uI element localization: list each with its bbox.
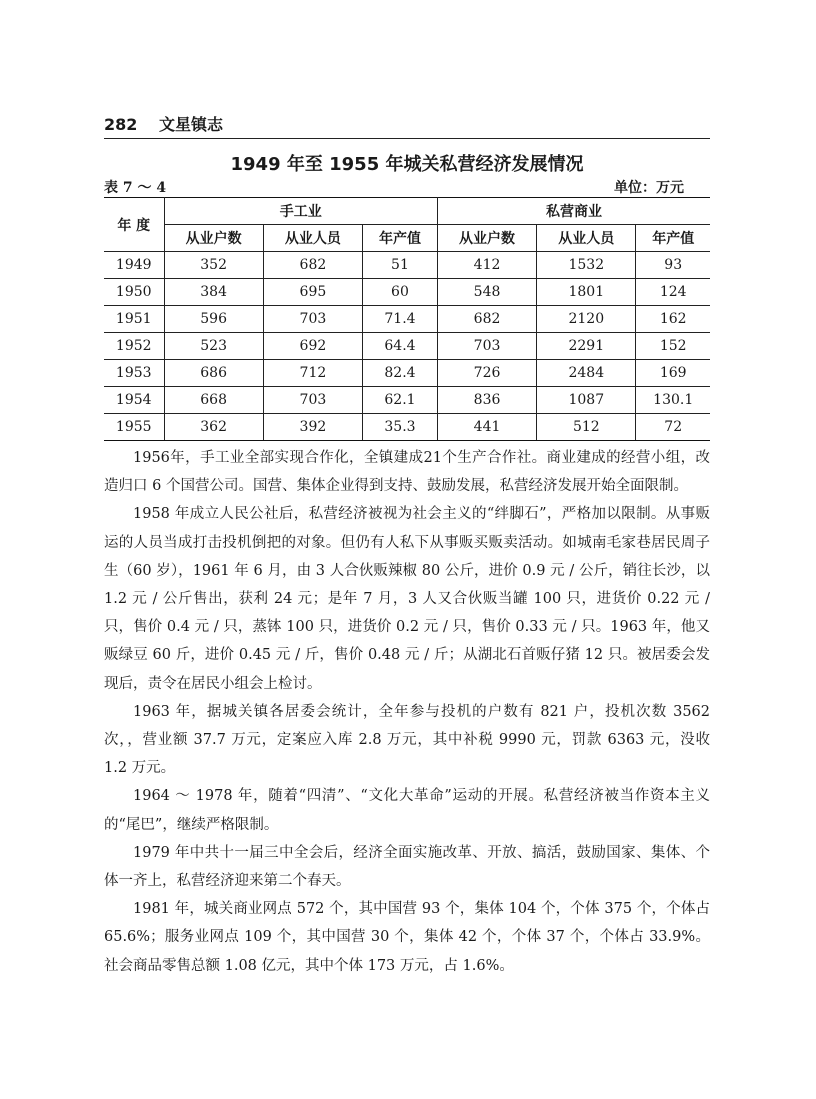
table-row (104, 360, 710, 387)
column-header: 年产值 (363, 225, 438, 252)
table-cell: 130.1 (636, 387, 710, 414)
table-cell: 93 (636, 252, 710, 279)
table-cell: 686 (164, 360, 263, 387)
table-cell: 35.3 (363, 414, 438, 441)
table-cell: 384 (164, 279, 263, 306)
paragraph: 1979 年中共十一届三中全会后，经济全面实施改革、开放、搞活，鼓励国家、集体、个体一齐上，私营经济迎来第二个春天。 (104, 844, 710, 890)
table-cell: 2120 (537, 306, 636, 333)
table-cell: 124 (636, 279, 710, 306)
table-cell: 1954 (104, 387, 164, 414)
table-row (104, 333, 710, 360)
table-cell: 2291 (537, 333, 636, 360)
table-cell: 1951 (104, 306, 164, 333)
data-table (104, 197, 710, 441)
table-cell: 51 (363, 252, 438, 279)
table-cell: 523 (164, 333, 263, 360)
table-cell: 441 (437, 414, 536, 441)
table-cell: 64.4 (363, 333, 438, 360)
table-cell: 548 (437, 279, 536, 306)
table-cell: 726 (437, 360, 536, 387)
column-header: 从业户数 (437, 225, 536, 252)
table-cell: 703 (263, 306, 362, 333)
table-cell: 412 (437, 252, 536, 279)
table-cell: 703 (263, 387, 362, 414)
table-cell: 1953 (104, 360, 164, 387)
table-cell: 71.4 (363, 306, 438, 333)
paragraph: 1956年，手工业全部实现合作化，全镇建成21个生产合作社。商业建成的经营小组，改造归口 6 个国营公司。国营、集体企业得到支持、鼓励发展，私营经济发展开始全面限制。 (104, 450, 710, 495)
table-number: 表 7 ～ 4 (104, 180, 167, 196)
table-cell: 836 (437, 387, 536, 414)
table-cell: 152 (636, 333, 710, 360)
table-cell: 392 (263, 414, 362, 441)
group-header-private-commerce: 私营商业 (437, 198, 710, 225)
table-cell: 1955 (104, 414, 164, 441)
table-cell: 62.1 (363, 387, 438, 414)
table-cell: 668 (164, 387, 263, 414)
page-header (104, 112, 710, 139)
table-cell: 82.4 (363, 360, 438, 387)
column-header: 年产值 (636, 225, 710, 252)
table-cell: 712 (263, 360, 362, 387)
group-header-handicraft: 手工业 (164, 198, 437, 225)
column-header: 从业户数 (164, 225, 263, 252)
table-cell: 72 (636, 414, 710, 441)
book-title: 文星镇志 (158, 115, 223, 134)
table-cell: 682 (263, 252, 362, 279)
paragraph: 1964 ～ 1978 年，随着“四清”、“文化大革命”运动的开展。私营经济被当作资本主义的“尾巴”，继续严格限制。 (104, 788, 710, 833)
paragraph: 1958 年成立人民公社后，私营经济被视为社会主义的“绊脚石”，严格加以限制。从事贩运的人员当成打击投机倒把的对象。但仍有人私下从事贩买贩卖活动。如城南毛家巷居民周子生（60 岁），1961 年 6 月，由 3 人合伙贩辣椒 80 公斤，进价 0.9 元 / 公斤，销往长沙，以 1.2 元 / 公斤售出，获利 24 元；是年 7 月，3 人又合伙贩当罐 100 只，进货价 0.22 元 / 只，售价 0.4 元 / 只，蒸钵 100 只，进货价 0.2 元 / 只，售价 0.33 元 / 只。1963 年，他又贩绿豆 60 斤，进价 0.45 元 / 斤，售价 0.48 元 / 斤；从湖北石首贩仔猪 12 只。被居委会发现后，责令在居民小组会上检讨。 (104, 506, 710, 692)
table-title: 1949 年至 1955 年城关私营经济发展情况 (230, 154, 584, 175)
table-cell: 1952 (104, 333, 164, 360)
table-cell: 1801 (537, 279, 636, 306)
table-row (104, 306, 710, 333)
table-cell: 512 (537, 414, 636, 441)
table-cell: 1950 (104, 279, 164, 306)
table-cell: 352 (164, 252, 263, 279)
page-number: 282 (104, 115, 138, 134)
table-row (104, 279, 710, 306)
table-cell: 162 (636, 306, 710, 333)
table-cell: 692 (263, 333, 362, 360)
table-cell: 2484 (537, 360, 636, 387)
column-header: 从业人员 (263, 225, 362, 252)
table-cell: 682 (437, 306, 536, 333)
column-header: 从业人员 (537, 225, 636, 252)
table-cell: 60 (363, 279, 438, 306)
body-text (104, 444, 710, 980)
table-row (104, 387, 710, 414)
table-row (104, 252, 710, 279)
table-cell: 362 (164, 414, 263, 441)
table-cell: 169 (636, 360, 710, 387)
table-unit: 单位：万元 (614, 180, 684, 196)
year-header: 年 度 (104, 198, 164, 252)
table-cell: 1532 (537, 252, 636, 279)
paragraph: 1963 年，据城关镇各居委会统计，全年参与投机的户数有 821 户，投机次数 3562 次，，营业额 37.7 万元，定案应入库 2.8 万元，其中补税 9990 元，罚款 6363 元，没收 1.2 万元。 (104, 703, 710, 777)
paragraph: 1981 年，城关商业网点 572 个，其中国营 93 个，集体 104 个，个体 375 个，个体占 65.6%；服务业网点 109 个，其中国营 30 个，集体 42 个，个体 37 个，个体占 33.9%。社会商品零售总额 1.08 亿元，其中个体 173 万元，占 1.6%。 (104, 901, 710, 974)
table-cell: 1949 (104, 252, 164, 279)
table-row (104, 414, 710, 441)
table-cell: 1087 (537, 387, 636, 414)
table-cell: 695 (263, 279, 362, 306)
table-cell: 596 (164, 306, 263, 333)
table-cell: 703 (437, 333, 536, 360)
